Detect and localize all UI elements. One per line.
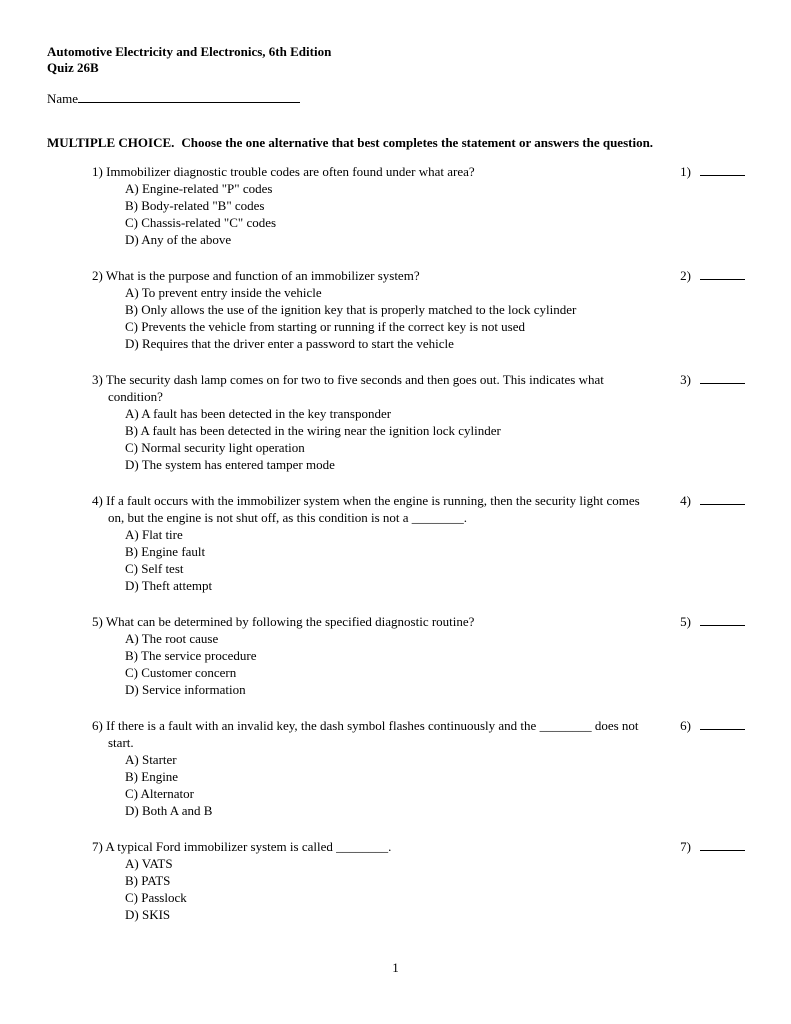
choices-list — [125, 855, 657, 923]
question-row — [47, 492, 745, 594]
answer-area — [675, 492, 745, 509]
choice-option: D) Theft attempt — [125, 578, 213, 593]
choice-option: C) Passlock — [125, 890, 187, 905]
answer-blank — [700, 614, 745, 626]
choice-option: C) Self test — [125, 561, 184, 576]
choice-option: B) A fault has been detected in the wiring near the ignition lock cylinder — [125, 423, 501, 438]
choice-option: B) Body-related "B" codes — [125, 198, 265, 213]
choice-option: D) Any of the above — [125, 232, 232, 247]
name-blank — [78, 91, 300, 103]
question-body: If a fault occurs with the immobilizer system when the engine is running, then the security light comes on, but the engine is not shut off, as this condition is not a ________. — [106, 493, 640, 525]
question-main — [92, 163, 675, 248]
answer-blank — [700, 718, 745, 730]
question-text — [92, 492, 657, 526]
question-text — [92, 163, 657, 180]
choice-option: A) To prevent entry inside the vehicle — [125, 285, 322, 300]
answer-number: 7) — [680, 839, 691, 854]
question-body: What is the purpose and function of an immobilizer system? — [105, 268, 420, 283]
question-body: What can be determined by following the specified diagnostic routine? — [105, 614, 475, 629]
choice-option: B) Engine — [125, 769, 179, 784]
instructions-text: Choose the one alternative that best completes the statement or answers the question. — [181, 135, 654, 150]
answer-area — [675, 371, 745, 388]
choices-list — [125, 526, 657, 594]
question-row — [47, 371, 745, 473]
choice-option: A) VATS — [125, 856, 173, 871]
answer-area — [675, 163, 745, 180]
answer-blank — [700, 372, 745, 384]
question-main — [92, 717, 675, 819]
quiz-number: Quiz 26B — [47, 60, 99, 75]
answer-number: 4) — [680, 493, 691, 508]
question-number: 5) — [92, 614, 103, 629]
choices-list — [125, 284, 657, 352]
question-text — [92, 371, 657, 405]
answer-number: 3) — [680, 372, 691, 387]
question-body: The security dash lamp comes on for two to five seconds and then goes out. This indicates what condition? — [105, 372, 604, 404]
answer-number: 1) — [680, 164, 691, 179]
question-row — [47, 163, 745, 248]
instructions-line — [47, 134, 745, 151]
answer-blank — [700, 164, 745, 176]
question-number: 6) — [92, 718, 103, 733]
question-number: 1) — [92, 164, 103, 179]
answer-number: 6) — [680, 718, 691, 733]
choice-option: C) Alternator — [125, 786, 194, 801]
name-label: Name — [47, 91, 79, 106]
document-title: Automotive Electricity and Electronics, 6th Edition — [47, 44, 332, 59]
question-text — [92, 613, 657, 630]
question-number: 4) — [92, 493, 103, 508]
choice-option: B) Only allows the use of the ignition key that is properly matched to the lock cylinder — [125, 302, 577, 317]
question-text — [92, 717, 657, 751]
choice-option: A) Flat tire — [125, 527, 183, 542]
choice-option: B) PATS — [125, 873, 171, 888]
answer-blank — [700, 839, 745, 851]
question-row — [47, 838, 745, 923]
question-body: Immobilizer diagnostic trouble codes are often found under what area? — [106, 164, 475, 179]
choice-option: D) Both A and B — [125, 803, 213, 818]
choice-option: D) SKIS — [125, 907, 171, 922]
answer-blank — [700, 493, 745, 505]
answer-area — [675, 838, 745, 855]
answer-number: 5) — [680, 614, 691, 629]
name-row — [47, 90, 745, 107]
question-text — [92, 267, 657, 284]
choice-option: C) Prevents the vehicle from starting or running if the correct key is not used — [125, 319, 526, 334]
question-body: If there is a fault with an invalid key, the dash symbol flashes continuously and the ________ does not start. — [106, 718, 639, 750]
answer-number: 2) — [680, 268, 691, 283]
choice-option: D) Requires that the driver enter a password to start the vehicle — [125, 336, 454, 351]
question-main — [92, 267, 675, 352]
question-text — [92, 838, 657, 855]
choice-option: B) The service procedure — [125, 648, 257, 663]
question-body: A typical Ford immobilizer system is called ________. — [105, 839, 392, 854]
question-row — [47, 717, 745, 819]
choice-option: A) The root cause — [125, 631, 219, 646]
choices-list — [125, 180, 657, 248]
choices-list — [125, 751, 657, 819]
choices-list — [125, 630, 657, 698]
answer-area — [675, 267, 745, 284]
question-main — [92, 838, 675, 923]
document-header — [47, 44, 745, 76]
choice-option: A) A fault has been detected in the key transponder — [125, 406, 392, 421]
question-row — [47, 267, 745, 352]
question-number: 7) — [92, 839, 103, 854]
choices-list — [125, 405, 657, 473]
question-row — [47, 613, 745, 698]
answer-area — [675, 717, 745, 734]
question-number: 3) — [92, 372, 103, 387]
answer-area — [675, 613, 745, 630]
questions-list — [47, 163, 745, 923]
choice-option: A) Engine-related "P" codes — [125, 181, 273, 196]
choice-option: D) Service information — [125, 682, 246, 697]
question-main — [92, 371, 675, 473]
choice-option: C) Normal security light operation — [125, 440, 305, 455]
question-main — [92, 613, 675, 698]
page-number: 1 — [392, 960, 399, 975]
question-number: 2) — [92, 268, 103, 283]
question-main — [92, 492, 675, 594]
choice-option: B) Engine fault — [125, 544, 206, 559]
answer-blank — [700, 268, 745, 280]
choice-option: D) The system has entered tamper mode — [125, 457, 335, 472]
choice-option: C) Chassis-related "C" codes — [125, 215, 277, 230]
choice-option: C) Customer concern — [125, 665, 237, 680]
instructions-label: MULTIPLE CHOICE. — [47, 135, 175, 150]
choice-option: A) Starter — [125, 752, 177, 767]
